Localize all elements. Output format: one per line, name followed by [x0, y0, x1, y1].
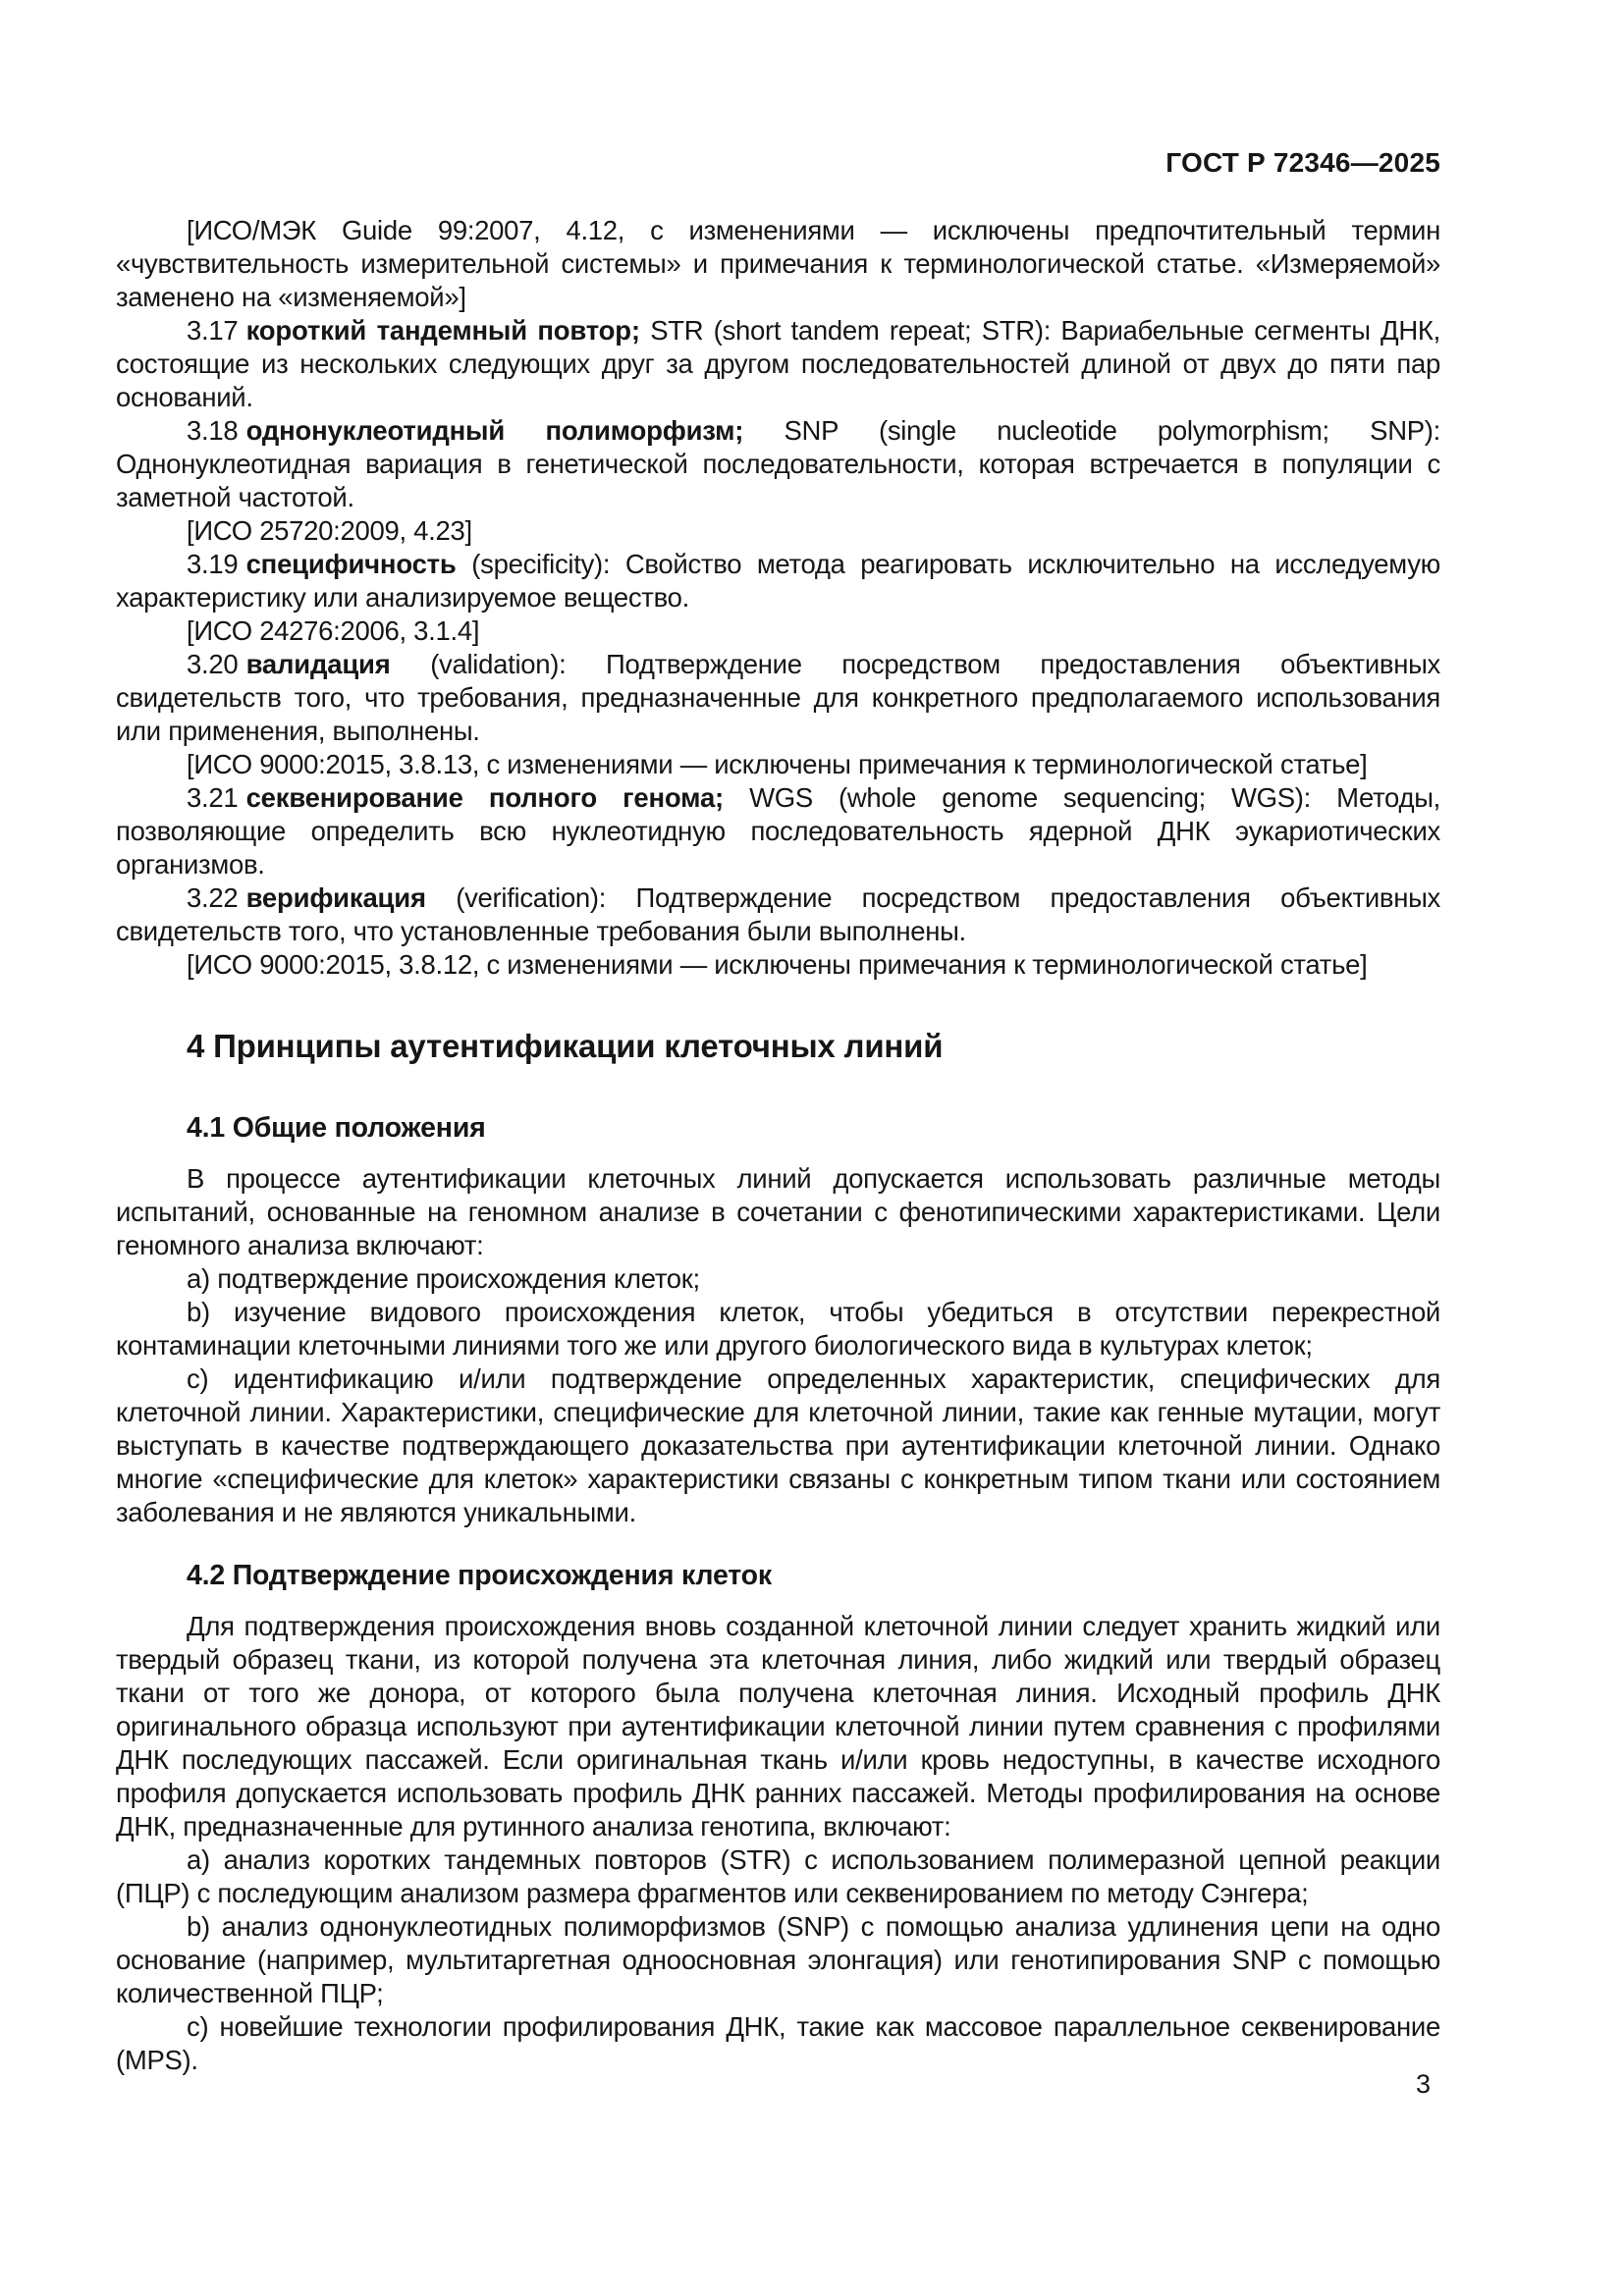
term-definition: 3.22 верификация (verification): Подтверждение посредством предоставления объективных свидетельств того, что установленные требования были выполнены. — [116, 882, 1440, 946]
iso-reference: [ИСО 9000:2015, 3.8.13, с изменениями — исключены примечания к терминологической статье] — [187, 749, 1368, 779]
term-number: 3.20 — [187, 649, 239, 679]
document-code-header: ГОСТ Р 72346—2025 — [1165, 147, 1440, 178]
subsection-heading: 4.1 Общие положения — [187, 1112, 486, 1144]
term-definition: 3.20 валидация (validation): Подтверждение посредством предоставления объективных свидетельств того, что требования, предназначенные для конкретного предполагаемого использования или применения, выполнены. — [116, 649, 1440, 746]
paragraph: a) анализ коротких тандемных повторов (STR) с использованием полимеразной цепной реакции (ПЦР) с последующим анализом размера фрагментов или секвенированием по методу Сэнгера; — [116, 1844, 1440, 1908]
term-label: однонуклеотидный полиморфизм; — [245, 415, 744, 446]
term-definition: 3.18 однонуклеотидный полиморфизм; SNP (single nucleotide polymorphism; SNP): Однонуклеотидная вариация в генетической последовательности, которая встречается в популяции с заметной частотой. — [116, 415, 1440, 512]
content-blocks — [116, 214, 1440, 2077]
term-number: 3.19 — [187, 549, 239, 579]
page-number: 3 — [1415, 2069, 1431, 2099]
term-number: 3.17 — [187, 315, 239, 346]
paragraph: b) изучение видового происхождения клеток, чтобы убедиться в отсутствии перекрестной контаминации клеточными линиями того же или другого биологического вида в культурах клеток; — [116, 1297, 1440, 1361]
paragraph: b) анализ однонуклеотидных полиморфизмов (SNP) с помощью анализа удлинения цепи на одно основание (например, мультитаргетная одноосновная элонгация) или генотипирования SNP с помощью количественной ПЦР; — [116, 1911, 1440, 2008]
paragraph: Для подтверждения происхождения вновь созданной клеточной линии следует хранить жидкий или твердый образец ткани, из которой получена эта клеточная линия, либо жидкий или твердый образец ткани от того же донора, от которого была получена клеточная линия. Исходный профиль ДНК оригинального образца используют при аутентификации клеточной линии путем сравнения с профилями ДНК последующих пассажей. Если оригинальная ткань и/или кровь недоступны, в качестве исходного профиля допускается использовать профиль ДНК ранних пассажей. Методы профилирования на основе ДНК, предназначенные для рутинного анализа генотипа, включают: — [116, 1611, 1440, 1842]
term-label: специфичность — [245, 549, 457, 579]
paragraph: c) идентификацию и/или подтверждение определенных характеристик, специфических для клеточной линии. Характеристики, специфические для клеточной линии, такие как генные мутации, могут выступать в качестве подтверждающего доказательства при аутентификации клеточной линии. Однако многие «специфические для клеток» характеристики связаны с конкретным типом ткани или состоянием заболевания и не являются уникальными. — [116, 1363, 1440, 1527]
term-label: валидация — [245, 649, 391, 679]
term-number: 3.18 — [187, 415, 239, 446]
term-label: короткий тандемный повтор; — [245, 315, 640, 346]
paragraph: [ИСО/МЭК Guide 99:2007, 4.12, с изменениями — исключены предпочтительный термин «чувствительность измерительной системы» и примечания к терминологической статье. «Измеряемой» заменено на «изменяемой»] — [116, 215, 1440, 312]
term-definition: 3.17 короткий тандемный повтор; STR (short tandem repeat; STR): Вариабельные сегменты ДНК, состоящие из нескольких следующих друг за другом последовательностей длиной от двух до пяти пар оснований. — [116, 315, 1440, 412]
section-heading: 4 Принципы аутентификации клеточных линий — [187, 1028, 944, 1064]
subsection-heading: 4.2 Подтверждение происхождения клеток — [187, 1560, 772, 1591]
term-number: 3.21 — [187, 782, 239, 813]
paragraph: В процессе аутентификации клеточных линий допускается использовать различные методы испытаний, основанные на геномном анализе в сочетании с фенотипическими характеристиками. Цели геномного анализа включают: — [116, 1163, 1440, 1260]
document-body — [116, 214, 1440, 2077]
term-definition: 3.19 специфичность (specificity): Свойство метода реагировать исключительно на исследуемую характеристику или анализируемое вещество. — [116, 549, 1440, 613]
iso-reference: [ИСО 9000:2015, 3.8.12, с изменениями — исключены примечания к терминологической статье] — [187, 949, 1368, 980]
iso-reference: [ИСО 24276:2006, 3.1.4] — [187, 615, 480, 646]
paragraph: a) подтверждение происхождения клеток; — [187, 1263, 700, 1294]
term-number: 3.22 — [187, 882, 239, 913]
iso-reference: [ИСО 25720:2009, 4.23] — [187, 515, 472, 546]
paragraph: c) новейшие технологии профилирования ДНК, такие как массовое параллельное секвенирование (MPS). — [116, 2011, 1440, 2075]
term-label: секвенирование полного генома; — [245, 782, 725, 813]
term-label: верификация — [245, 882, 426, 913]
term-definition: 3.21 секвенирование полного генома; WGS (whole genome sequencing; WGS): Методы, позволяющие определить всю нуклеотидную последовательность ядерной ДНК эукариотических организмов. — [116, 782, 1440, 880]
